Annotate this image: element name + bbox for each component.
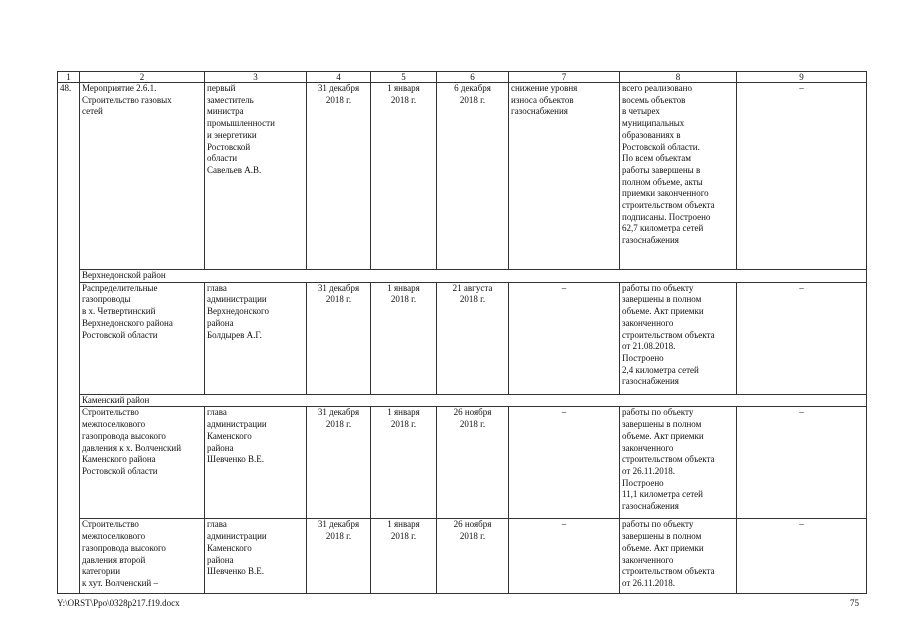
planned-end-text: 31 декабря 2018 г.: [317, 282, 360, 305]
problems-cell: [737, 282, 867, 394]
actual-end-text: 21 августа 2018 г.: [452, 282, 493, 305]
column-number: 1: [58, 72, 80, 83]
section-title-cell: [80, 394, 867, 407]
planned-end-cell: [307, 519, 371, 594]
actual-start-cell: [371, 83, 437, 270]
actual-start-cell: [371, 282, 437, 394]
row-number-cell: [58, 83, 80, 594]
section-row: [58, 270, 867, 283]
column-number: 9: [737, 72, 867, 83]
actual-end-cell: [437, 83, 509, 270]
result-planned-text: –: [561, 282, 567, 293]
column-number: 4: [307, 72, 371, 83]
section-title: Каменский район: [82, 394, 150, 405]
responsible-text: глава администрации Каменского района Шевченко В.Е.: [207, 407, 267, 465]
measure-cell: [80, 407, 205, 519]
problems-cell: [737, 83, 867, 270]
measure-text: Мероприятие 2.6.1. Строительство газовых сетей: [82, 83, 172, 117]
result-actual-cell: [620, 282, 737, 394]
planned-end-text: 31 декабря 2018 г.: [317, 407, 360, 430]
column-number: 3: [205, 72, 307, 83]
footer-file-path: Y:\ORST\Ppo\0328p217.f19.docx: [57, 598, 180, 608]
actual-end-cell: [437, 407, 509, 519]
planned-end-cell: [307, 282, 371, 394]
actual-start-text: 1 января 2018 г.: [387, 407, 420, 430]
result-planned-cell: [509, 83, 620, 270]
row-number: 48.: [60, 83, 72, 93]
result-actual-cell: [620, 407, 737, 519]
result-planned-cell: [509, 519, 620, 594]
result-actual-cell: [620, 83, 737, 270]
table-row: [58, 407, 867, 519]
measure-cell: [80, 519, 205, 594]
result-planned-cell: [509, 282, 620, 394]
actual-end-cell: [437, 519, 509, 594]
result-actual-text: всего реализовано восемь объектов в четырех муниципальных образованиях в Ростовской области. По всем объектам работы завершены в полном объеме, акты приемки законченного строительством объекта подписаны. Построено 62,7 километра сетей газоснабжения: [622, 83, 715, 246]
actual-end-cell: [437, 282, 509, 394]
measure-text: Строительство межпоселкового газопровода высокого давления второй категории к хут. Волченский –: [82, 519, 166, 588]
problems-text: –: [799, 83, 804, 93]
column-number-row: [58, 72, 867, 83]
result-planned-text: –: [561, 407, 567, 418]
planned-end-cell: [307, 83, 371, 270]
responsible-cell: [205, 83, 307, 270]
actual-end-text: 6 декабря 2018 г.: [454, 83, 491, 105]
table-row: [58, 519, 867, 594]
responsible-cell: [205, 519, 307, 594]
responsible-cell: [205, 282, 307, 394]
measure-cell: [80, 282, 205, 394]
result-actual-text: работы по объекту завершены в полном объеме. Акт приемки законченного строительством объекта от 26.11.2018. Построено 11,1 километра сетей газоснабжения: [622, 407, 715, 512]
table-row: [58, 282, 867, 394]
problems-cell: [737, 519, 867, 594]
measure-cell: [80, 83, 205, 270]
result-actual-cell: [620, 519, 737, 594]
actual-start-cell: [371, 519, 437, 594]
section-title: Верхнедонской район: [82, 270, 166, 280]
planned-end-cell: [307, 407, 371, 519]
result-planned-text: –: [561, 519, 567, 530]
column-number: 2: [80, 72, 205, 83]
result-actual-text: работы по объекту завершены в полном объеме. Акт приемки законченного строительством объекта от 26.11.2018.: [622, 519, 715, 588]
problems-text: –: [799, 282, 804, 293]
responsible-text: первый заместитель министра промышленности и энергетики Ростовской области Савельев А.В.: [207, 83, 275, 175]
section-row: [58, 394, 867, 407]
column-number: 5: [371, 72, 437, 83]
responsible-cell: [205, 407, 307, 519]
problems-text: –: [799, 407, 804, 418]
report-table: [57, 71, 867, 594]
result-actual-text: работы по объекту завершены в полном объеме. Акт приемки законченного строительством объекта от 21.08.2018. Построено 2,4 километра сетей газоснабжения: [622, 282, 715, 387]
column-number: 8: [620, 72, 737, 83]
problems-text: –: [799, 519, 804, 530]
responsible-text: глава администрации Каменского района Шевченко В.Е.: [207, 519, 267, 577]
column-number: 7: [509, 72, 620, 83]
actual-start-text: 1 января 2018 г.: [387, 83, 420, 105]
page-number: 75: [850, 598, 859, 608]
planned-end-text: 31 декабря 2018 г.: [317, 519, 360, 542]
measure-text: Распределительные газопроводы в х. Четвертинский Верхнедонского района Ростовской области: [82, 282, 173, 340]
result-planned-cell: [509, 407, 620, 519]
responsible-text: глава администрации Верхнедонского района Болдырев А.Г.: [207, 282, 269, 340]
column-number: 6: [437, 72, 509, 83]
actual-start-cell: [371, 407, 437, 519]
problems-cell: [737, 407, 867, 519]
result-planned-text: снижение уровня износа объектов газоснабжения: [511, 83, 578, 117]
actual-start-text: 1 января 2018 г.: [387, 519, 420, 542]
measure-text: Строительство межпоселкового газопровода высокого давления к х. Волченский Каменского района Ростовской области: [82, 407, 182, 476]
planned-end-text: 31 декабря 2018 г.: [317, 83, 360, 105]
actual-end-text: 26 ноября 2018 г.: [453, 519, 492, 542]
actual-start-text: 1 января 2018 г.: [387, 282, 420, 305]
actual-end-text: 26 ноября 2018 г.: [453, 407, 492, 430]
table-row: [58, 83, 867, 270]
section-title-cell: [80, 270, 867, 283]
